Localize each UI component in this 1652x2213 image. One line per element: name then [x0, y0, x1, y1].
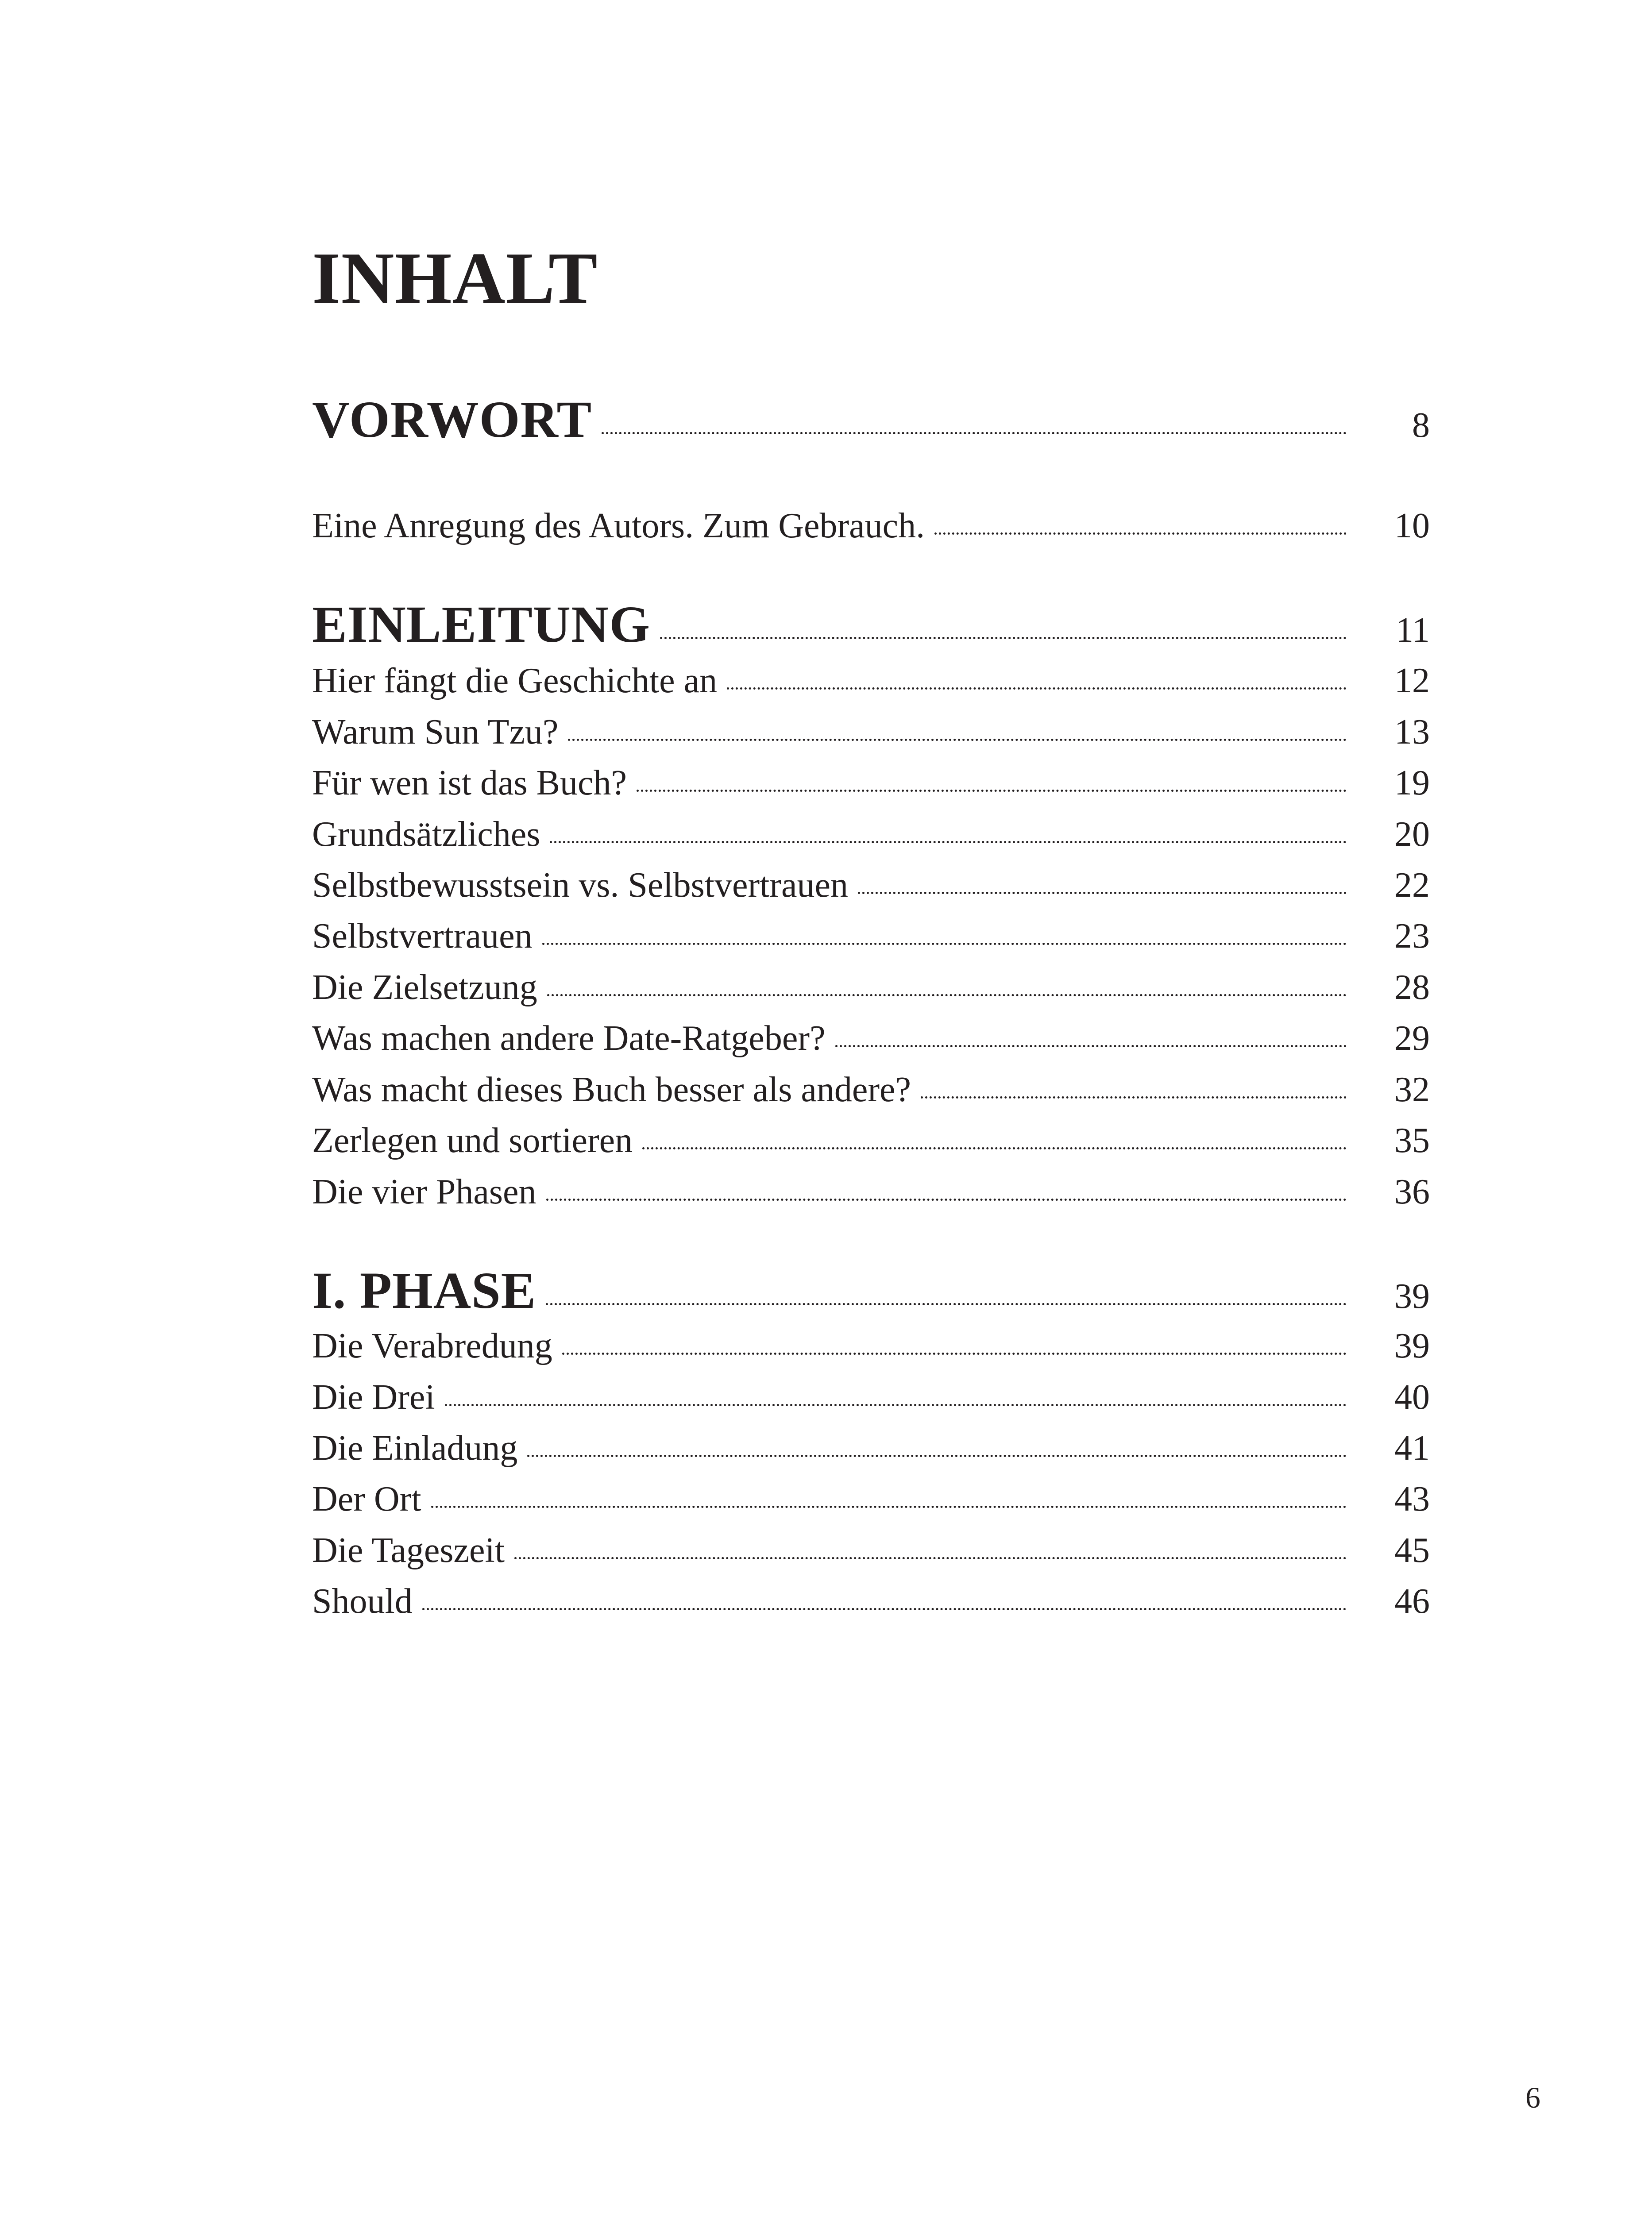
- toc-entry-label: Die vier Phasen: [312, 1172, 537, 1211]
- toc-page-number: 19: [1394, 763, 1430, 802]
- dot-leader: [550, 841, 1347, 843]
- dot-leader: [445, 1404, 1347, 1406]
- dot-leader: [431, 1506, 1347, 1508]
- toc-entry: [312, 1581, 1430, 1622]
- toc-page-number: 45: [1394, 1531, 1430, 1570]
- toc-chapter-label: I. PHASE: [312, 1261, 537, 1319]
- dot-leader: [422, 1608, 1347, 1610]
- toc-entry-label: Warum Sun Tzu?: [312, 713, 559, 752]
- toc-chapter-label: EINLEITUNG: [312, 595, 651, 653]
- toc-page-number: 10: [1394, 506, 1430, 545]
- toc-page-number: 39: [1394, 1277, 1430, 1316]
- toc-entry: [312, 1326, 1430, 1366]
- toc-page-number: 13: [1394, 713, 1430, 752]
- toc-page-number: 35: [1394, 1121, 1430, 1160]
- toc-entry-label: Selbstbewusstsein vs. Selbstvertrauen: [312, 866, 848, 905]
- dot-leader: [921, 1096, 1347, 1099]
- toc-entry-label: Zerlegen und sortieren: [312, 1121, 633, 1160]
- dot-leader: [546, 1199, 1347, 1201]
- toc-page-number: 11: [1395, 611, 1430, 650]
- toc-entry-label: Die Zielsetzung: [312, 968, 537, 1007]
- toc-entry-label: Grundsätzliches: [312, 815, 540, 854]
- dot-leader: [514, 1557, 1347, 1559]
- toc-entry: [312, 916, 1430, 956]
- dot-leader: [568, 739, 1347, 741]
- toc-entry: [312, 1172, 1430, 1212]
- dot-leader: [602, 432, 1347, 434]
- toc-entry: [312, 712, 1430, 752]
- toc-page-number: 29: [1394, 1019, 1430, 1058]
- page-number: 6: [1525, 2081, 1540, 2114]
- toc-entry: [312, 1479, 1430, 1519]
- dot-leader: [835, 1045, 1347, 1047]
- toc-entry: [312, 1531, 1430, 1571]
- dot-leader: [562, 1353, 1347, 1355]
- toc-entry-label: Was macht dieses Buch besser als andere?: [312, 1070, 911, 1109]
- toc-page-number: 8: [1412, 406, 1430, 445]
- toc-page-number: 12: [1394, 661, 1430, 700]
- dot-leader: [858, 892, 1347, 894]
- toc-chapter-einleitung: [312, 594, 1430, 655]
- toc-title: INHALT: [312, 237, 598, 319]
- toc-entry-label: Should: [312, 1582, 413, 1621]
- toc-chapter-vorwort: [312, 389, 1430, 450]
- toc-entry-label: Für wen ist das Buch?: [312, 763, 627, 802]
- toc-page-number: 36: [1394, 1172, 1430, 1211]
- toc-entry-label: Hier fängt die Geschichte an: [312, 661, 718, 700]
- toc-entry-label: Die Tageszeit: [312, 1531, 505, 1570]
- dot-leader: [727, 687, 1347, 690]
- dot-leader: [542, 943, 1347, 945]
- dot-leader: [642, 1147, 1347, 1149]
- toc-entry: [312, 1121, 1430, 1161]
- toc-page-number: 20: [1394, 815, 1430, 854]
- toc-page-number: 46: [1394, 1582, 1430, 1621]
- toc-entry: [312, 661, 1430, 701]
- toc-page-number: 43: [1394, 1480, 1430, 1519]
- toc-entry: [312, 1428, 1430, 1469]
- toc-page-number: 32: [1394, 1070, 1430, 1109]
- toc-entry: [312, 506, 1430, 546]
- toc-page-number: 41: [1394, 1429, 1430, 1468]
- toc-entry-label: Der Ort: [312, 1480, 421, 1519]
- toc-entry: [312, 763, 1430, 803]
- toc-entry: [312, 1070, 1430, 1110]
- toc-entry: [312, 865, 1430, 906]
- toc-page-number: 39: [1394, 1326, 1430, 1365]
- toc-entry: [312, 814, 1430, 855]
- dot-leader: [934, 532, 1347, 535]
- toc-page-number: 23: [1394, 917, 1430, 956]
- toc-page-number: 28: [1394, 968, 1430, 1007]
- toc-entry-label: Die Verabredung: [312, 1326, 552, 1365]
- toc-entry-label: Selbstvertrauen: [312, 917, 533, 956]
- toc-entry-label: Die Einladung: [312, 1429, 518, 1468]
- dot-leader: [637, 790, 1347, 792]
- toc-chapter-phase-1: [312, 1261, 1430, 1321]
- toc-page-number: 40: [1394, 1378, 1430, 1417]
- dot-leader: [527, 1455, 1347, 1457]
- dot-leader: [546, 1303, 1347, 1305]
- toc-page-number: 22: [1394, 866, 1430, 905]
- dot-leader: [547, 994, 1347, 996]
- toc-entry: [312, 1377, 1430, 1418]
- toc-entry-label: Eine Anregung des Autors. Zum Gebrauch.: [312, 506, 925, 545]
- toc-entry: [312, 1018, 1430, 1059]
- toc-entry-label: Was machen andere Date-Ratgeber?: [312, 1019, 826, 1058]
- dot-leader: [660, 637, 1347, 639]
- toc-chapter-label: VORWORT: [312, 390, 592, 448]
- toc-entry-label: Die Drei: [312, 1378, 435, 1417]
- toc-entry: [312, 968, 1430, 1008]
